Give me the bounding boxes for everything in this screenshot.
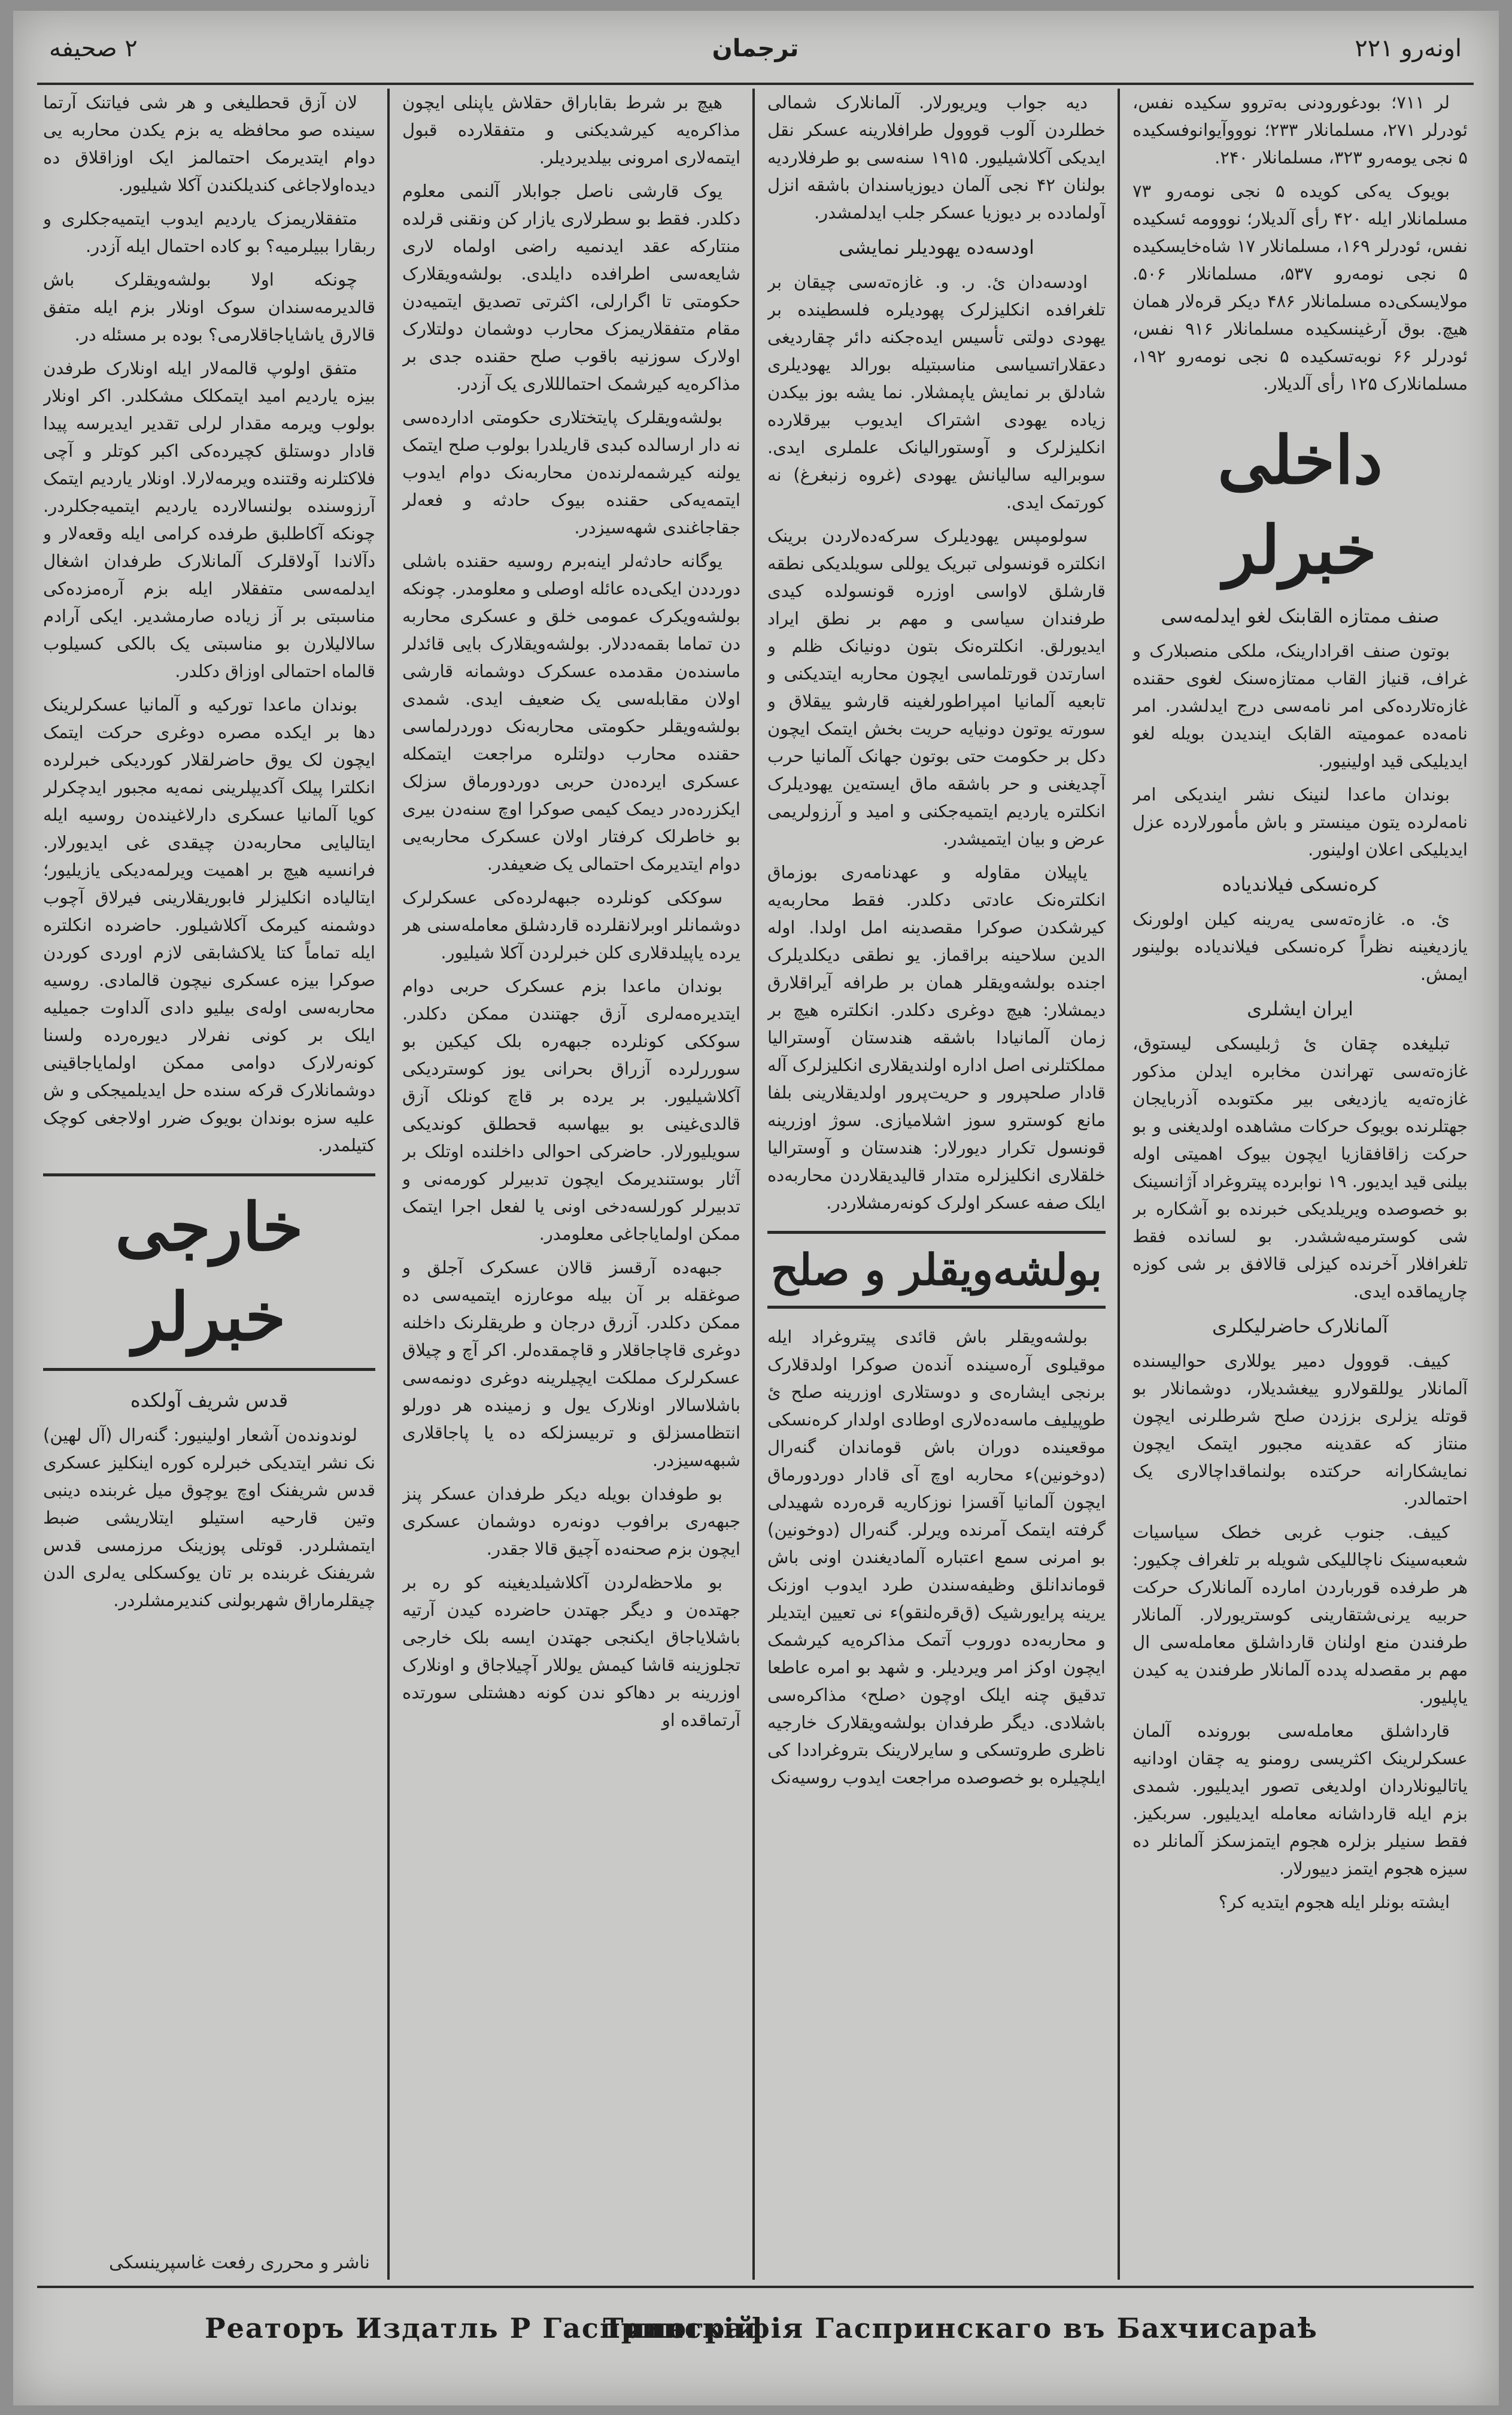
page-header <box>37 29 1474 85</box>
column-3 <box>402 89 740 2280</box>
newspaper-title: ترجمان <box>712 35 799 62</box>
paragraph: یوک قارشی ناصل جوابلار آلنمی معلوم دکلدر. فقط بو سطرلاری یازار کن ونقنی قرلده منتارکه عقد ایدنمیه راضی اولماه لاری شایعه‌سی اطرافده دایلدی. بولشه‌ویقلارک حکومتی تا اگرارلی، اکثرتی تصدیق ایتمیه‌دن مقام متفقلاریمزک محارب دوشمان دولتلارک اولارک سوزنیه باقوب صلح حقنده جدی بر مذاکره‌یه کیرشمک احتمالللاری یک آزدر. <box>402 181 740 394</box>
headline-box <box>43 1173 375 1371</box>
paragraph: یوگانه حادثه‌لر اینه‌برم روسیه حقنده باشلی دورددن ایکی‌ده عائله اوصلی و معلومدر. چونکه بولشه‌ویکرک عمومی خلق و عسکری محاربه دن تماما بقمه‌ددلار. بولشه‌ویقلارک بایی قائدلر ماسنده‌ن مقدمده عسکرک دوشمانه قارشی اولان مقابله‌سی یک ضعیف ایدی. شمدی بولشه‌ویقلر حکومتی محاربه‌نک دوردرلماسی حقنده محارب دولتلره مراجعت ایتمکله عسکری ایرده‌دن حربی دوردورماق سزلک ایکزرده‌در دیمک کیمی صوکرا اوچ سنه‌دن بیری بو خاطرلک کرفتار اولان عسکرک محاربه‌یی دوام ایتدیرمک احتمالی یک ضعیفدر. <box>402 551 740 874</box>
issue-number: اونه‌رو ۲۲۱ <box>1355 35 1462 62</box>
column-4 <box>43 89 375 2280</box>
column-2 <box>767 89 1106 2280</box>
paragraph: دیه جواب ویریورلار. آلمانلارک شمالی خطلردن آلوب قووول طرافلارینه عسکر نقل ایدیکی آکلاشیلیور. ۱۹۱۵ سنه‌سی بو طرفلاردیه بولنان ۴۲ نجی آلمان دیوزیاسندان باشقه انزل آولمادده بر دیوزیا عسکر جلب ایدلمشدر. <box>767 92 1106 223</box>
paragraph: بوندان ماعدا لنینک نشر ایندیکی امر نامه‌لرده یتون مینستر و باش مأمورلارده عزل ایدیلیکی اعلان اولینور. <box>1133 784 1468 860</box>
columns-area <box>37 89 1474 2280</box>
subhead: صنف ممتازه القابنک لغو ایدلمه‌سی <box>1161 605 1440 627</box>
subhead: کره‌نسکی فیلاندیاده <box>1222 873 1379 896</box>
paragraph: بوتون صنف اقرادارینک، ملکی منصبلارک و غراف، قنیاز القاب ممتازه‌سنک لغوی حقنده غازه‌تلارده‌کی امر نامه‌سی درج ایدلشدر. امر نامه‌ده عمومیته القابک ایندیدن بویله لغو ایدیلیکی قید اولینیور. <box>1133 641 1468 771</box>
headline-box <box>767 1231 1106 1309</box>
paragraph: هیچ بر شرط بقاباراق حقلاش یاپنلی ایچون مذاکره‌یه کیرشدیکنی و متفقلارده قبول ایتمه‌لاری امرونی بیلدیردیلر. <box>402 92 740 168</box>
paragraph: بو ملاحظه‌لردن آکلاشیلدیغینه کو ره بر جهتده‌ن و دیگر جهتدن حاضرده کیدن آرتیه باشلایاجاق ایکنجی جهتدن ایسه بلک خارجی تجلوزینه قاشا کیمش یوللار آچیلاجاق و اونلارک اوزرینه بر دهاکو ندن کونه دهشتلی سورتده آرتماقده او <box>402 1572 740 1730</box>
paragraph: بولشه‌ویقلر باش قائدی پیتروغراد ایله موقیلوی آره‌سینده آنده‌ن صوکرا اولدقلارک برنجی ایشاره‌ی و دوستلاری اوزرینه صلح ئ طوپیلیف ماسه‌ده‌لاری اوطادی اولدار کره‌نسکی موقعینده دوران باش قوماندان گنه‌رال (دوخونین)ء محاربه اوچ آی قادار دوردورماق ایچون آلمانیا آقسزا نوزکاریه قره‌رده شهیدلی گرفته ایتمک آمرنده ویرلر. گنه‌رال (دوخونین) بو امرنی سمع اعتباره آلمادیغندن اونی باش قوماندانلق وظیفه‌سندن طرد ایدوب اوزنک یرینه پرایورشیک (ق‌قره‌لنقو)ء نی تعیین ایتدیلر و محاربه‌ده دوروب آتمک مذاکره‌یه کیرشمک ایچون اوکز امر ویردیلر. و شهد بو امره عاطعا تدقیق چنه ایلک اوچون ‹صلح› مذاکره‌سی باشلادی. دیگر طرفدان بولشه‌ویقلارک خارجیه ناظری طروتسکی و سایرلارینک بتروغراددا کی ایلچیلره بو خصوصده مراجعت ایدوب روسیه‌نک <box>767 1327 1106 1788</box>
paragraph: سوککی کونلرده جبهه‌لرده‌کی عسکرلرک دوشمانلر اوبرلانقلرده قاردشلق معامله‌سنی هر یرده یاپیلدقلاری کلن خبرلردن آکلا شیلیور. <box>402 887 740 963</box>
paragraph: قارداشلق معامله‌سی بورونده آلمان عسکرلرینک اکثریسی رومنو یه چقان اودانیه یاتالیونلاردان اولدیغی تصور ایدیلیور. شمدی بزم ایله قارداشانه معامله ایدیلیور. سربکیز. فقط سنیلر بزلره هجوم ایتمزسکز آلمانلر ده سیزه هجوم ایتمز دییورلار. <box>1133 1721 1468 1879</box>
subhead: قدس شریف آولکده <box>130 1389 289 1412</box>
subhead: اودسه‌ده یهودیلر نمایشی <box>839 236 1034 259</box>
newspaper-page <box>13 11 1499 2405</box>
page-footer <box>37 2252 1474 2384</box>
paragraph: کییف. جنوب غربی خطک سیاسیات شعبه‌سینک ناچاللیکی شویله بر تلغراف چکیور: هر طرفده قورباردن امارده آلمانلارک حرکت حربیه یرنی‌شتقارینی کوستریورلار. آلمانلار طرفندن منع اولنان قارداشلق معامله‌سی ال مهم بر مقصدله پدده آلمانلار طرفندن یه کیدن یاپلیور. <box>1133 1522 1468 1707</box>
column-rule <box>752 89 755 2280</box>
paragraph: ایشته بونلر ایله هجوم ایتدیه کر؟ <box>1218 1892 1450 1912</box>
printer-imprint: Типографiя Гаспринскаго въ Бахчисараѣ <box>603 2312 1318 2344</box>
subhead: ایران ایشلری <box>1247 997 1353 1020</box>
paragraph: بوندان ماعدا بزم عسکرک حربی دوام ایتدیره‌مه‌لری آزق جهتندن ممکن دکلدر. سوککی کونلرده جبهه‌ره بلک کیکین بو سوررلرده آزراق بحرانی یوز کوستردیکی آکلاشیلیور. بر یرده بر قاچ کونلک آزق قالدی‌غینی بو بیهاسبه قحطلق کوندیکی سویلیورلار. حاضر‌کی احوالی داخلنده اوتلک بر آثار بوستندیرمک ایچون تدبیرلر کورمه‌نی و تدبیرلر کورلسه‌دخی اونی یا لفعل اجرا ایتمک ممکن اولمایاجاغی معلومدر. <box>402 976 740 1244</box>
column-rule <box>1118 89 1120 2280</box>
paragraph: چونکه اولا بولشه‌ویقلرک باش قالدیرمه‌سندان سوک اونلار بزم ایله متفق قالارق یاشایاجاقلارمی؟ بوده بر مسئله در. <box>43 269 375 345</box>
column-rule <box>387 89 390 2280</box>
paragraph: بولشه‌ویقلرک پایتختلاری حکومتی ادارده‌سی نه دار ارسالده کبدی قاریلدرا بولوب صلح ایتمک یولنه کیرشمه‌لرنده‌ن محاربه‌نک دوام ایدوب ایتمه‌یه‌کی حقنده بیوک حادثه و فعه‌لر جقاجاغندی شهه‌سیزدر. <box>402 407 740 538</box>
section-title-foreign-news: خارجی خبرلر <box>115 1188 303 1355</box>
paragraph: سولومپس یهودیلرک سرکه‌ده‌لاردن برینک انکلتره قونسولی تبریک یوللی سویلدیکی نطقه قارشلق لاواسی اوزره قونسولده کیدی طرفندان سیاسی و مهم بر نطق ایراد ایدیورلق. انکلتره‌نک بتون دونیانک ظلم و اسارتدن قورتلماسی ایچون محاربه ایتدیکنی و تابعیه آلمانیا امپراطورلغینه قارشو ییقلاق و سورته یوتون دونیایه حریت بخش ایتمک ایچون دکل بر حکومت حتی بوتون جهانک آلمانیا حرب آچدیغنی و حر باشقه ماق ایسته‌ین یهودیلرک انکلتره یاردیم ایتمیه‌جکنی و امید و آرزولریمی عرض و بیان ایتمیشدر. <box>767 526 1106 849</box>
paragraph: یاپیلان مقاوله و عهدنامه‌ری بوزماق انکلتره‌نک عادتی دکلدر. فقط محاربه‌یه کیرشکدن صوکرا مقصدینه امل اولدا. اوله الدین سلاحینه براقماز. یو نطقی دیکلدیلرک اجنده بولشه‌ویقلر همان بر طرافه آیراقلارق دیمشلار: هیچ دوغری دکلدر. انکلتره هیچ بر زمان آلمانیادا باشقه هندستان آوسترالیا مملکتلرنی اصل اداره اولندیقلاری انکلیزلرک آله قادار صلحپرور و حریت‌پرور اولدیقلارینی بلفا مانع کوسترو سوز اشلامیازی. سوژ اوزرینه قونسول تکرار دیورلار: هندستان و آوسترالیا خلقلاری انکلیزلره متدار قالیدیقلاردن محاربه‌ده ایلک صفه عسکر اولرک کونه‌رمشلاردر. <box>767 862 1106 1213</box>
editor-imprint: Реаторъ Издатль Р Гаспринскій <box>205 2312 757 2344</box>
paragraph: بو طوفدان بویله دیکر طرفدان عسکر پنز جبهه‌ری برافوب دونه‌ره دوشمان عسکری ایچون بزم صحنه‌ده آچیق قالا جقدر. <box>402 1483 740 1559</box>
paragraph: بویوک یه‌کی کویده ۵ نجی نومه‌رو ۷۳ مسلمانلار ایله ۴۲۰ رأی آلدیلار؛ نووومه‌ ئسکیده نفس، ئودرلر ۱۶۹، مسلمانلار ۱۷ شاه‌خایسکیده ۵ نجی نومه‌رو ۵۳۷، مسلمانلار ۵۰۶. مولایسکی‌ده مسلمانلار ۴۸۶ دیکر قره‌لار همان هیچ. بوق آرغینسکیده مسلمانلار ۹۱۶ نفس، ئودرلر ۶۶ نوبه‌تسکیده ۵ نجی نومه‌رو ۱۹۲، مسلمانلارک ۱۲۵ رأی آلدیلار. <box>1133 181 1468 394</box>
paragraph: اودسه‌دان ئ. ر. و. غازه‌ته‌سی چیقان بر تلغرافده انکلیزلرک پهودیلره فلسطینده بر یهودی دولتی تأسیس ایده‌جکنه دائر چقاردیغی دعقلاراتسیاسی مناسبتیله بورالد یهودیلری شادلق بر نمایش یاپمشلار. نما یشه بوز بیکدن زیاده یهودی اشتراک ایدیوب بیرقلارده انکلیزلرک و آوستورالیانک علملری ایدی. سوبرالیه سالیانش یهودی (غروه زنبغرغ) نه کورتمک ایدی. <box>767 272 1106 512</box>
publisher-note: ناشر و محرری رفعت غاسپرینسکی <box>109 2252 370 2273</box>
section-title-domestic-news: داخلی خبرلر <box>1218 421 1383 588</box>
column-1 <box>1133 89 1468 2280</box>
subhead: آلمانلارک حاضرلیکلری <box>1212 1315 1388 1337</box>
paragraph: لر ۷۱۱؛ بودغورودنی به‌تروو سکیده نفس، ئودرلر ۲۷۱، مسلمانلار ۲۳۳؛ نوووآیوانوفسکیده ۵ نجی یومه‌رو ۳۲۳، مسلمانلار ۲۴۰. <box>1133 92 1468 168</box>
paragraph: متفقلاریمزک یاردیم ایدوب ایتمیه‌جکلری و ربقارا ببیلرمیه؟ بو کاده احتمال ایله آزدر. <box>43 208 375 256</box>
paragraph: تبلیغده چقان ئ ژبلیسکی لیستوق، غازه‌ته‌سی تهراندن مخابره ایدلن مذکور غازه‌ته‌یه یازدیغی بیر مکتوبده آذربایجان جهتلرنده بویوک حرکات مشاهده اولدیغنی و بو حرکت زاقافقازیا ایچون بیوک اهمیتی اوله بیلنی قید ایدیور. ۱۹ نوابرده پیتروغراد آژانسینک بو خصوصده ویریلدیکی خبرنده بو آشکاره بر شی کوسترمیه‌ششدر. بو لسانده فقط تلغرافلار آخرنده کیزلی قالافق بر شی کوزه چارپماقده ایدی. <box>1133 1033 1468 1301</box>
paragraph: بوندان ماعدا تورکیه و آلمانیا عسکرلرینک دها بر ایکده مصره دوغری حرکت ایتمک ایچون لک یوق حاضرلقلار کوردیکی خبرلرده انکلترا پیلک آکدیپلرینی نمه‌یه مجبور ایدچکرلر کویا آلمانیا عسکری دارلاغینده‌ن روسیه ایله ایتالیایی محاربه‌دن چیقدی غی ایدیورلار. فرانسیه هیچ بر اهمیت ویرلمه‌دیکی یازیلیور؛ ایتالیاده انکلیزلر فابوریقلارینی فیرلاق آچوب دوشمنه کیرمک آکلاشیلور. حاضرده انکلتره ایله تماماً کتا یلاکشابقی لازم اوردی کوردن صوکرا بیزه عسکری نیچون قالمادی. روسیه محاربه‌سی اوله‌ی بیلیو دادی آلداوت جمیلیه ایلک بر کونی نفرلار دیوره‌رده ولسنا کونه‌رلارک دوامی ممکن اولمایاجاقینی دوشمانلارک قرکه سنده حل ایدیلمیجکی و ش علیه سزه بوندان بویوک ضرر اولاجغی کوچک کتیلمدر. <box>43 694 375 1155</box>
section-title-bolsheviks-and-peace: بولشه‌ویقلر و صلح <box>770 1244 1103 1295</box>
paragraph: جبهه‌ده آرقسز قالان عسکرک آجلق و صوغقله بر آن بیله موعارزه ایتمیه‌سی ده ممکن دکلدر. آزرق درجان و طریقلرنک داخلنه دوغری قاچاجاقلار و قاچمقده‌لر. اکر آچ و چیلاق عسکرلرک مملکت ایچیلرینه دوغری دونمه‌سی باشلاسالار اونلارک یول و زمینده هر دورلو انتظامسزلق و تربیسزلکه ده یا پاجاقلاری شبهه‌سیزدر. <box>402 1257 740 1470</box>
paragraph: لوندونده‌ن آشعار اولینیور: گنه‌رال (آل لهین) نک نشر ایتدیکی خبرلره کوره اینکلیز عسکری قدس شریفنک اوچ یوچوق میل غربنده دینبی وتین قارحیه استیلو ایتلاریشی ضبط ایتمشلردر. قوتلی پوزینک مرزمسی قدس شریفنک غربنده بر تان یوکسکلی یه‌لری الدن چیقلرماراق شهربولنی کندیرمشلردر. <box>43 1425 375 1610</box>
paragraph: کییف. قووول دمیر یوللاری حوالیسنده آلمانلار یوللقولارو ییغشدیلار، دوشمانلار بو قوتله یزلری بززدن صلح شرطلرنی ایچون منتاز که عقدینه مجبور ایتمک ایچون نمایشکارانه حرکتده بولنماقداچالاری یک احتمالدر. <box>1133 1351 1468 1509</box>
paragraph: لان آزق قحطلیغی و هر شی فیاتنک آرتما سینده صو محافظه یه بزم یکدن محاربه یی دوام ایتدیرمک احتمالمز ایک اوزاقلاق ده دیده‌اولاجاغی کندیلکندن آکلا شیلیور. <box>43 92 375 195</box>
paragraph: ئ. ه. غازه‌ته‌سی یه‌رینه کیلن اولورنک یازدیغینه نظراً کره‌نسکی فیلاندیاده بولینور ایمش. <box>1133 909 1468 984</box>
paragraph: متفق اولوپ قالمه‌لار ایله اونلارک طرفدن بیزه یاردیم امید ایتمکلک مشکلدر. اکر اونلار بولوب ویرمه مقدار لرلی تقدیر ایدیرسه پیدا قادار دوستلق کچیرده‌کی اکبر کوتلر و آچی فلاکتلرنه وقتنده ویرمه‌لارلا. اونلار یاردیم ایتمک آرزوسنده بولنسالارده یاردیم ایتمیه‌جکلردر. چونکه آکاطلبق طرفده کرامی ایله وقعه‌لار و دآلاندا آولاقلرک آلمانلارک طرفدان اشغال ایدلمه‌سی متفقلار ایله بزم آره‌مزده‌کی مناسبتی بر آز زیاده صارمشدیر. ایکی آرادم سالالیلارن بو مناسبتی یک بالکی کسیلوب قالماه احتمالی اوزاق دکلدر. <box>43 358 375 681</box>
page-number: ۲ صحیفه <box>49 35 138 62</box>
